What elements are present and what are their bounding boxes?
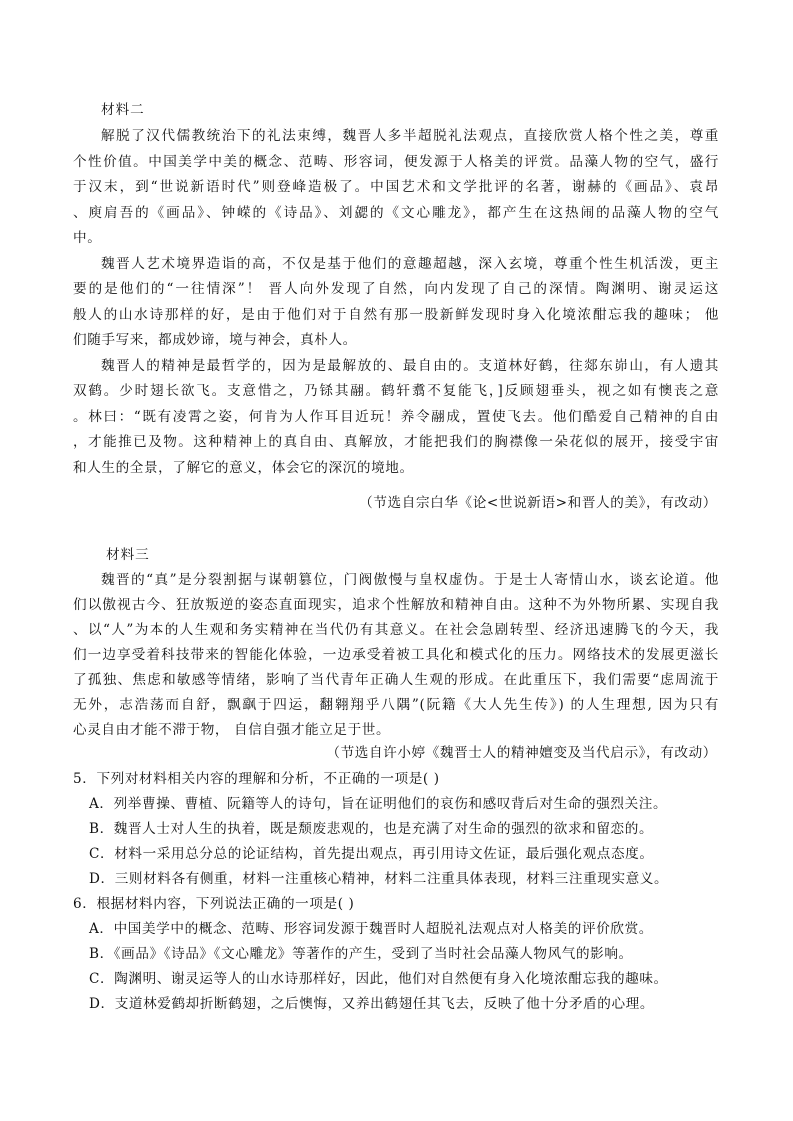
question-6-option-a: A．中国美学中的概念、范畴、形容词发源于魏晋时人超脱礼法观点对人格美的评价欣赏。 [89, 921, 653, 937]
material2-p3-line3: 。林曰：“既有凌霄之姿，何肯为人作耳目近玩！养令翮成，置使飞去。他们酷爱自己精神的自由 [73, 409, 719, 425]
material2-p2-line2: 要的是他们的“一往情深”！ 晋人向外发现了自然，向内发现了自己的深情。陶渊明、谢灵运这 [73, 281, 719, 297]
question-5-option-b: B．魏晋人士对人生的执着，既是颓废悲观的，也是充满了对生命的强烈的欲求和留恋的。 [89, 821, 654, 837]
material2-p2-line3: 般人的山水诗那样的好，是由于他们对于自然有那一股新鲜发现时身入化境浓酣忘我的趣味； 他 [73, 307, 719, 323]
material3-source: （节选自许小婷《魏晋士人的精神嬗变及当代启示》，有改动） [326, 745, 717, 761]
material3-line1: 魏晋的“真”是分裂割据与谋朝篡位，门阀傲慢与皇权虚伪。于是士人寄情山水，谈玄论道。他 [101, 572, 719, 588]
material3-line6: 无外，志浩荡而自舒，飘飖于四运，翻翱翔乎八隅”(阮籍《大人先生传》) 的人生理想, 因为只有 [73, 697, 719, 713]
material3-line2: 们以傲视古今、狂放叛逆的姿态直面现实，追求个性解放和精神自由。这种不为外物所累、实现自我 [73, 597, 719, 613]
material2-p2-line4: 们随手写来，都成妙谛，境与神会，真朴人。 [73, 332, 357, 348]
material2-heading: 材料二 [101, 102, 145, 118]
material2-source: （节选自宗白华《论<世说新语>和晋人的美》，有改动） [359, 495, 717, 511]
material2-p3-line1: 魏晋人的精神是最哲学的，因为是最解放的、最自由的。支道林好鹤，往郯东峁山，有人遗其 [101, 358, 719, 374]
material3-line5: 了孤独、焦虑和敏感等情绪，影响了当代青年正确人生观的形成。在此重压下，我们需要“虑周流于 [73, 672, 719, 688]
question-6-option-b: B．《画品》《诗品》《文心雕龙》等著作的产生，受到了当时社会品藻人物风气的影响。 [89, 946, 633, 962]
question-5-option-d: D．三则材料各有侧重，材料一注重核心精神，材料二注重具体表现，材料三注重现实意义。 [89, 871, 669, 887]
material3-line7: 心灵自由才能不滞于物， 自信自强才能立足于世。 [73, 722, 391, 738]
material2-p3-line5: 和人生的全景，了解它的意义，体会它的深沉的境地。 [73, 460, 414, 476]
question-5-option-c: C．材料一采用总分总的论证结构，首先提出观点，再引用诗文佐证，最后强化观点态度。 [89, 846, 654, 862]
material2-p1-line5: 中。 [73, 230, 102, 246]
material2-p1-line3: 于汉末，到“世说新语时代”则登峰造极了。中国艺术和文学批评的名著，谢赫的《画品》、袁昂 [73, 179, 719, 195]
question-5-stem: 5．下列对材料相关内容的理解和分析，不正确的一项是( ) [73, 771, 440, 787]
question-5-option-a: A．列举曹操、曹植、阮籍等人的诗句，旨在证明他们的哀伤和感叹背后对生命的强烈关注。 [89, 796, 668, 812]
material3-line3: 、以“人”为本的人生观和务实精神在当代仍有其意义。在社会急剧转型、经济迅速腾飞的今天，我 [73, 622, 719, 638]
question-6-option-d: D．支道林爱鹤却折断鹤翅，之后懊悔，又养出鹤翅任其飞去，反映了他十分矛盾的心理。 [89, 996, 655, 1012]
question-6-option-c: C．陶渊明、谢灵运等人的山水诗那样好，因此，他们对自然便有身入化境浓酣忘我的趣味。 [89, 971, 668, 987]
material2-p3-line2: 双鹤。少时翅长欲飞。支意惜之，乃铩其翮。鹤轩翥不复能飞，]反顾翅垂头，视之如有懊丧之意 [73, 383, 719, 399]
material3-heading: 材料三 [106, 547, 150, 563]
material2-p1-line1: 解脱了汉代儒教统治下的礼法束缚，魏晋人多半超脱礼法观点，直接欣赏人格个性之美，尊重 [101, 128, 719, 144]
material2-p3-line4: ，才能推已及物。这种精神上的真自由、真解放，才能把我们的胸襟像一朵花似的展开，接受宇宙 [73, 434, 719, 450]
material2-p1-line4: 、庾肩吾的《画品》、钟嵘的《诗品》、刘勰的《文心雕龙》，都产生在这热闹的品藻人物的空气 [73, 205, 719, 221]
material3-line4: 们一边享受着科技带来的智能化体验，一边承受着被工具化和模式化的压力。网络技术的发展更滋长 [73, 647, 719, 663]
material2-p2-line1: 魏晋人艺术境界造诣的高，不仅是基于他们的意趣超越，深入玄境，尊重个性生机活泼，更主 [101, 256, 719, 272]
question-6-stem: 6．根据材料内容，下列说法正确的一项是( ) [73, 896, 355, 912]
material2-p1-line2: 个性价值。中国美学中美的概念、范畴、形容词，便发源于人格美的评赏。品藻人物的空气，盛行 [73, 154, 719, 170]
